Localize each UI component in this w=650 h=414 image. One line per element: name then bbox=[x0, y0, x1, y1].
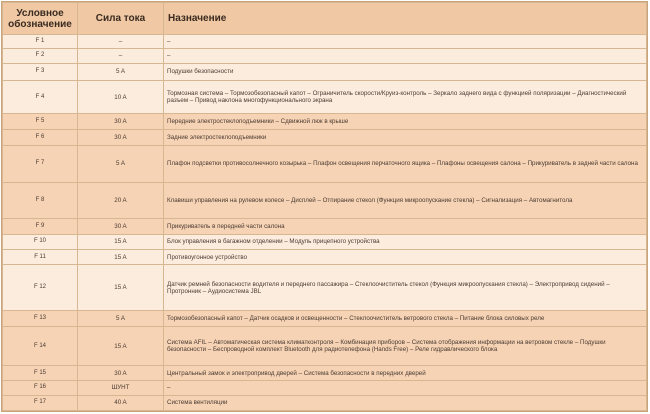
fuse-code: F 15 bbox=[3, 366, 78, 381]
fuse-current: 15 A bbox=[78, 327, 164, 366]
fuse-code: F 11 bbox=[3, 249, 78, 264]
fuse-purpose: Система вентиляции bbox=[164, 395, 647, 410]
fuse-purpose: – bbox=[164, 35, 647, 49]
table-row bbox=[3, 234, 647, 249]
table-row bbox=[3, 366, 647, 381]
table-row bbox=[3, 182, 647, 219]
header-purpose: Назначение bbox=[164, 3, 647, 35]
fuse-current: – bbox=[78, 49, 164, 63]
table-row bbox=[3, 129, 647, 145]
fuse-code: F 1 bbox=[3, 35, 78, 49]
fuse-current: 30 A bbox=[78, 114, 164, 129]
fuse-current: 40 A bbox=[78, 395, 164, 410]
fuse-purpose: Центральный замок и электропривод дверей – Система безопасности в передних дверей bbox=[164, 366, 647, 381]
fuse-table-container bbox=[1, 1, 648, 412]
fuse-current: – bbox=[78, 35, 164, 49]
fuse-purpose: Датчик ремней безопасности водителя и переднего пассажира – Стеклоочиститель стекол (Функция микроопускания стекла) – Электропривод сидений – Протронник – Аудиосистема JBL bbox=[164, 265, 647, 311]
fuse-purpose: Тормозобезопасный капот – Датчик осадков и освещенности – Стеклоочиститель ветрового стекла – Питание блока силовых реле bbox=[164, 311, 647, 327]
fuse-current: 10 A bbox=[78, 80, 164, 114]
fuse-code: F 16 bbox=[3, 381, 78, 395]
fuse-current: 30 A bbox=[78, 366, 164, 381]
table-row bbox=[3, 311, 647, 327]
fuse-current: 5 A bbox=[78, 63, 164, 80]
fuse-current: 15 A bbox=[78, 249, 164, 264]
fuse-purpose: Клавиши управления на рулевом колесе – Дисплей – Отпирание стекол (Функция микроопускание стекла) – Сигнализация – Автомагнитола bbox=[164, 182, 647, 219]
fuse-purpose: Тормозная система – Тормозобезопасный капот – Ограничитель скорости/Круиз-контроль – Зеркало заднего вида с функцией поляризации – Диагностический разъем – Привод наклона многофункционального экрана bbox=[164, 80, 647, 114]
fuse-code: F 10 bbox=[3, 234, 78, 249]
table-header-row bbox=[3, 3, 647, 35]
fuse-current: 5 A bbox=[78, 311, 164, 327]
table-row bbox=[3, 146, 647, 183]
fuse-code: F 3 bbox=[3, 63, 78, 80]
fuse-code: F 7 bbox=[3, 146, 78, 183]
table-row bbox=[3, 63, 647, 80]
table-row bbox=[3, 219, 647, 234]
fuse-code: F 6 bbox=[3, 129, 78, 145]
fuse-current: 30 A bbox=[78, 219, 164, 234]
fuse-code: F 8 bbox=[3, 182, 78, 219]
fuse-current: 30 A bbox=[78, 129, 164, 145]
fuse-code: F 4 bbox=[3, 80, 78, 114]
fuse-code: F 14 bbox=[3, 327, 78, 366]
table-row bbox=[3, 395, 647, 410]
fuse-current: ШУНТ bbox=[78, 381, 164, 395]
fuse-code: F 13 bbox=[3, 311, 78, 327]
header-code: Условное обозначение bbox=[3, 3, 78, 35]
fuse-current: 20 A bbox=[78, 182, 164, 219]
table-row bbox=[3, 80, 647, 114]
fuse-purpose: Противоугонное устройство bbox=[164, 249, 647, 264]
fuse-code: F 12 bbox=[3, 265, 78, 311]
fuse-purpose: Подушки безопасности bbox=[164, 63, 647, 80]
fuse-current: 15 A bbox=[78, 265, 164, 311]
fuse-code: F 5 bbox=[3, 114, 78, 129]
header-current: Сила тока bbox=[78, 3, 164, 35]
table-row bbox=[3, 327, 647, 366]
fuse-purpose: Прикуриватель в передней части салона bbox=[164, 219, 647, 234]
fuse-code: F 9 bbox=[3, 219, 78, 234]
fuse-purpose: Блок управления в багажном отделении – Модуль прицепного устройства bbox=[164, 234, 647, 249]
fuse-purpose: – bbox=[164, 381, 647, 395]
fuse-purpose: Система AFIL – Автоматическая система климатконтроля – Комбинация приборов – Система отображения информации на ветровом стекле – Подушки безопасности – Беспроводной комплект Bluetooth для радиотелефона (Hands Free) – Реле гидравлического блока bbox=[164, 327, 647, 366]
fuse-purpose: Задние электростеклоподъемники bbox=[164, 129, 647, 145]
table-row bbox=[3, 114, 647, 129]
fuse-code: F 17 bbox=[3, 395, 78, 410]
table-row bbox=[3, 35, 647, 49]
fuse-purpose: Передние электростеклоподъемники – Сдвижной люк в крыше bbox=[164, 114, 647, 129]
table-row bbox=[3, 381, 647, 395]
table-row bbox=[3, 249, 647, 264]
table-row bbox=[3, 49, 647, 63]
fuse-current: 15 A bbox=[78, 234, 164, 249]
table-row bbox=[3, 265, 647, 311]
fuse-table bbox=[2, 2, 647, 411]
fuse-purpose: – bbox=[164, 49, 647, 63]
fuse-current: 5 A bbox=[78, 146, 164, 183]
fuse-purpose: Плафон подсветки противосолнечного козырька – Плафон освещения перчаточного ящика – Плафоны освещения салона – Прикуриватель в задней части салона bbox=[164, 146, 647, 183]
fuse-code: F 2 bbox=[3, 49, 78, 63]
